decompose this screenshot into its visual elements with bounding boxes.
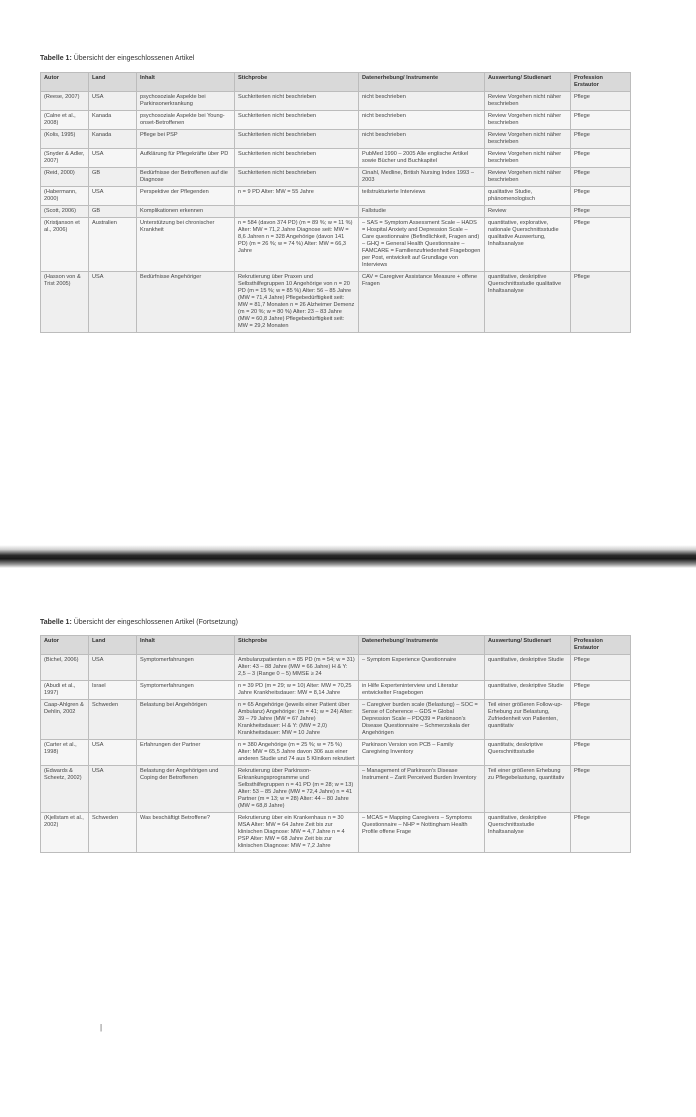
table-row xyxy=(41,699,631,739)
table-row xyxy=(41,205,631,217)
author-cell: (Kolis, 1995) xyxy=(41,129,89,148)
column-header: Datenerhebung/ Instrumente xyxy=(359,636,485,655)
content-cell: Symptomerfahrungen xyxy=(137,680,235,699)
data-collection-cell: nicht beschrieben xyxy=(359,92,485,111)
table-row xyxy=(41,186,631,205)
scan-mark: | xyxy=(100,1023,103,1032)
column-header: Inhalt xyxy=(137,636,235,655)
caption-label: Tabelle 1: xyxy=(40,619,72,626)
sample-cell: Ambulanzpatienten n = 85 PD (m = 54; w = 31) Alter: 43 – 88 Jahre (MW = 66 Jahre) H & Y: 2,5 – 3 (Range 0 – 5) MMSE ≥ 24 xyxy=(235,655,359,681)
sample-cell: n = 380 Angehörige (m = 25 %; w = 75 %) Alter: MW = 65,5 Jahre davon 306 aus einer anderen Studie und 74 aus 5 Kliniken rekrutiert xyxy=(235,739,359,765)
profession-cell: Pflege xyxy=(571,739,631,765)
table-row xyxy=(41,739,631,765)
country-cell: USA xyxy=(89,765,137,812)
column-header: Land xyxy=(89,636,137,655)
data-collection-cell: – Caregiver burden scale (Belastung) – SOC = Sense of Coherence – GDS = Global Depression Scale – PDQ39 = Parkinson's Disease Questionnaire – Schmerzskala der Angehörigen xyxy=(359,699,485,739)
analysis-cell: Review Vorgehen nicht näher beschrieben xyxy=(485,167,571,186)
content-cell: Bedürfnisse Angehöriger xyxy=(137,271,235,332)
sample-cell: n = 584 (davon 374 PD) (m = 89 %; w = 11 %) Alter: MW = 71,2 Jahre Diagnose seit: MW = 8,6 Jahren n = 328 Angehörige (davon 141 PD) (m = 26 %; w = 74 %) Alter: MW = 66,3 Jahre xyxy=(235,217,359,271)
table-row xyxy=(41,167,631,186)
table-row xyxy=(41,680,631,699)
profession-cell: Pflege xyxy=(571,148,631,167)
sample-cell: Rekrutierung über Praxen und Selbsthilfegruppen 10 Angehörige von n = 20 PD (m = 15 %; w = 85 %) Alter: 56 – 85 Jahre (MW = 71,4 Jahre) Pflegebedürftigkeit seit: MW = 81,7 Monaten n = 26 Alzheimer Demenz (m = 20 %; w = 80 %) Alter: 23 – 83 Jahre (MW = 60,8 Jahre) Pflegebedürftigkeit seit: MW = 29,2 Monaten xyxy=(235,271,359,332)
author-cell: (Abudi et al., 1997) xyxy=(41,680,89,699)
column-header: Stichprobe xyxy=(235,73,359,92)
articles-table xyxy=(40,72,631,333)
author-cell: Caap-Ahlgren & Dehlin, 2002 xyxy=(41,699,89,739)
column-header: Profession Erstautor xyxy=(571,636,631,655)
profession-cell: Pflege xyxy=(571,655,631,681)
country-cell: Kanada xyxy=(89,110,137,129)
profession-cell: Pflege xyxy=(571,92,631,111)
profession-cell: Pflege xyxy=(571,129,631,148)
author-cell: (Edwards & Scheetz, 2002) xyxy=(41,765,89,812)
profession-cell: Pflege xyxy=(571,110,631,129)
content-cell: psychosoziale Aspekte bei Young-onset-Betroffenen xyxy=(137,110,235,129)
profession-cell: Pflege xyxy=(571,812,631,852)
analysis-cell: Review Vorgehen nicht näher beschrieben xyxy=(485,129,571,148)
content-cell: Belastung bei Angehörigen xyxy=(137,699,235,739)
country-cell: GB xyxy=(89,205,137,217)
data-collection-cell: – MCAS = Mapping Caregivers – Symptoms Questionnaire – NHP = Nottingham Health Profile offene Frage xyxy=(359,812,485,852)
sample-cell: n = 39 PD (m = 29; w = 10) Alter: MW = 70,25 Jahre Krankheitsdauer: MW = 8,14 Jahre xyxy=(235,680,359,699)
page-1 xyxy=(0,0,696,545)
author-cell: (Kristjanson et al., 2006) xyxy=(41,217,89,271)
analysis-cell: quantitative, deskriptive Studie xyxy=(485,655,571,681)
profession-cell: Pflege xyxy=(571,765,631,812)
country-cell: Israel xyxy=(89,680,137,699)
content-cell: Pflege bei PSP xyxy=(137,129,235,148)
author-cell: (Reid, 2000) xyxy=(41,167,89,186)
content-cell: Erfahrungen der Partner xyxy=(137,739,235,765)
data-collection-cell: Parkinson Version von PCB – Family Caregiving Inventory xyxy=(359,739,485,765)
analysis-cell: Review xyxy=(485,205,571,217)
sample-cell: Suchkriterien nicht beschrieben xyxy=(235,110,359,129)
analysis-cell: Teil einer größeren Erhebung zu Pflegebelastung, quantitativ xyxy=(485,765,571,812)
content-cell: psychosoziale Aspekte bei Parkinsonerkrankung xyxy=(137,92,235,111)
caption-title: Übersicht der eingeschlossenen Artikel xyxy=(73,55,195,62)
data-collection-cell: PubMed 1990 – 2005 Alle englische Artikel sowie Bücher und Buchkapitel xyxy=(359,148,485,167)
analysis-cell: Review Vorgehen nicht näher beschrieben xyxy=(485,110,571,129)
column-header: Auswertung/ Studienart xyxy=(485,73,571,92)
author-cell: (Kjellstam et al., 2002) xyxy=(41,812,89,852)
author-cell: (Hasson von & Trist 2005) xyxy=(41,271,89,332)
country-cell: USA xyxy=(89,92,137,111)
column-header: Auswertung/ Studienart xyxy=(485,636,571,655)
analysis-cell: quantitative, deskriptive Querschnittsstudie Inhaltsanalyse xyxy=(485,812,571,852)
country-cell: Schweden xyxy=(89,812,137,852)
analysis-cell: Review Vorgehen nicht näher beschrieben xyxy=(485,92,571,111)
profession-cell: Pflege xyxy=(571,680,631,699)
profession-cell: Pflege xyxy=(571,217,631,271)
table-row xyxy=(41,129,631,148)
analysis-cell: qualitative Studie, phänomenologisch xyxy=(485,186,571,205)
author-cell: (Carter et al., 1998) xyxy=(41,739,89,765)
table-caption xyxy=(40,55,194,62)
content-cell: Komplikationen erkennen xyxy=(137,205,235,217)
country-cell: GB xyxy=(89,167,137,186)
data-collection-cell: – Management of Parkinson's Disease Instrument – Zarit Perceived Burden Inventory xyxy=(359,765,485,812)
table-row xyxy=(41,655,631,681)
profession-cell: Pflege xyxy=(571,271,631,332)
data-collection-cell: – SAS = Symptom Assessment Scale – HADS = Hospital Anxiety and Depression Scale – Care questionnaire (Befindlichkeit, Fragen and) – GHQ = General Health Questionnaire – FAMCARE = Familienzufriedenheit Fragebogen per Post, entwickelt auf Grundlage von Interviews xyxy=(359,217,485,271)
author-cell: (Reese, 2007) xyxy=(41,92,89,111)
caption-title: Übersicht der eingeschlossenen Artikel (Fortsetzung) xyxy=(73,619,238,626)
content-cell: Aufklärung für Pflegekräfte über PD xyxy=(137,148,235,167)
sample-cell: n = 9 PD Alter: MW = 55 Jahre xyxy=(235,186,359,205)
author-cell: (Habermann, 2000) xyxy=(41,186,89,205)
table-row xyxy=(41,765,631,812)
analysis-cell: quantitative, explorative, nationale Querschnittsstudie qualitative Auswertung, Inhaltsanalyse xyxy=(485,217,571,271)
analysis-cell: quantitative, deskriptive Querschnittsstudie qualitative Inhaltsanalyse xyxy=(485,271,571,332)
author-cell: (Bichel, 2006) xyxy=(41,655,89,681)
author-cell: (Scott, 2006) xyxy=(41,205,89,217)
sample-cell: Suchkriterien nicht beschrieben xyxy=(235,92,359,111)
content-cell: Unterstützung bei chronischer Krankheit xyxy=(137,217,235,271)
caption-label: Tabelle 1: xyxy=(40,55,72,62)
column-header: Profession Erstautor xyxy=(571,73,631,92)
profession-cell: Pflege xyxy=(571,205,631,217)
table-row xyxy=(41,812,631,852)
column-header: Autor xyxy=(41,73,89,92)
page-2 xyxy=(0,568,696,1117)
content-cell: Perspektive der Pflegenden xyxy=(137,186,235,205)
country-cell: USA xyxy=(89,148,137,167)
country-cell: Kanada xyxy=(89,129,137,148)
sample-cell: Suchkriterien nicht beschrieben xyxy=(235,167,359,186)
column-header: Inhalt xyxy=(137,73,235,92)
sample-cell: Rekrutierung über ein Krankenhaus n = 30 MSA Alter: MW = 64 Jahre Zeit bis zur klinischen Diagnose: MW = 4,7 Jahre n = 4 PSP Alter: MW = 68 Jahre Zeit bis zur klinischen Diagnose: MW = 7,2 Jahre xyxy=(235,812,359,852)
data-collection-cell: nicht beschrieben xyxy=(359,129,485,148)
profession-cell: Pflege xyxy=(571,167,631,186)
data-collection-cell: teilstrukturierte Interviews xyxy=(359,186,485,205)
sample-cell xyxy=(235,205,359,217)
country-cell: USA xyxy=(89,186,137,205)
author-cell: (Snyder & Adler, 2007) xyxy=(41,148,89,167)
analysis-cell: quantitative, deskriptive Studie xyxy=(485,680,571,699)
table-row xyxy=(41,217,631,271)
country-cell: Australien xyxy=(89,217,137,271)
data-collection-cell: nicht beschrieben xyxy=(359,110,485,129)
content-cell: Was beschäftigt Betroffene? xyxy=(137,812,235,852)
sample-cell: Suchkriterien nicht beschrieben xyxy=(235,148,359,167)
analysis-cell: Review Vorgehen nicht näher beschrieben xyxy=(485,148,571,167)
country-cell: USA xyxy=(89,655,137,681)
content-cell: Bedürfnisse der Betroffenen auf die Diagnose xyxy=(137,167,235,186)
content-cell: Belastung der Angehörigen und Coping der Betroffenen xyxy=(137,765,235,812)
sample-cell: n = 65 Angehörige (jeweils einer Patient über Ambulanz) Angehörige: (m = 41; w = 24) Alter: 39 – 79 Jahre (MW = 67 Jahre) Krankheitsdauer: H & Y: (MW = 2,0) Krankheitsdauer: MW = 10 Jahre xyxy=(235,699,359,739)
articles-table-continued xyxy=(40,635,631,853)
analysis-cell: quantitativ, deskriptive Querschnittsstudie xyxy=(485,739,571,765)
author-cell: (Calne et al., 2008) xyxy=(41,110,89,129)
column-header: Autor xyxy=(41,636,89,655)
analysis-cell: Teil einer größeren Follow-up-Erhebung zur Belastung, Zufriedenheit von Patienten, quantitativ xyxy=(485,699,571,739)
country-cell: Schweden xyxy=(89,699,137,739)
data-collection-cell: CAV = Caregiver Assistance Measure + offene Fragen xyxy=(359,271,485,332)
data-collection-cell: Cinahl, Medline, British Nursing Index 1993 – 2003 xyxy=(359,167,485,186)
table-row xyxy=(41,110,631,129)
country-cell: USA xyxy=(89,271,137,332)
column-header: Stichprobe xyxy=(235,636,359,655)
profession-cell: Pflege xyxy=(571,186,631,205)
scan-separator xyxy=(0,545,696,568)
column-header: Land xyxy=(89,73,137,92)
column-header: Datenerhebung/ Instrumente xyxy=(359,73,485,92)
content-cell: Symptomerfahrungen xyxy=(137,655,235,681)
table-header-row xyxy=(41,636,631,655)
country-cell: USA xyxy=(89,739,137,765)
data-collection-cell: – Symptom Experience Questionnaire xyxy=(359,655,485,681)
data-collection-cell: Fallstudie xyxy=(359,205,485,217)
table-header-row xyxy=(41,73,631,92)
table-row xyxy=(41,148,631,167)
sample-cell: Suchkriterien nicht beschrieben xyxy=(235,129,359,148)
table-caption xyxy=(40,619,238,626)
data-collection-cell: in Hilfe Experteninterview und Literatur entwickelter Fragebogen xyxy=(359,680,485,699)
sample-cell: Rekrutierung über Parkinson-Erkrankungsprogramme und Selbsthilfegruppen n = 41 PD (m = 28; w = 13) Alter: 53 – 85 Jahre (MW = 72,4 Jahre) n = 41 Partner (m = 13; w = 28) Alter: 44 – 80 Jahre (MW = 68,8 Jahre) xyxy=(235,765,359,812)
table-row xyxy=(41,271,631,332)
profession-cell: Pflege xyxy=(571,699,631,739)
table-row xyxy=(41,92,631,111)
